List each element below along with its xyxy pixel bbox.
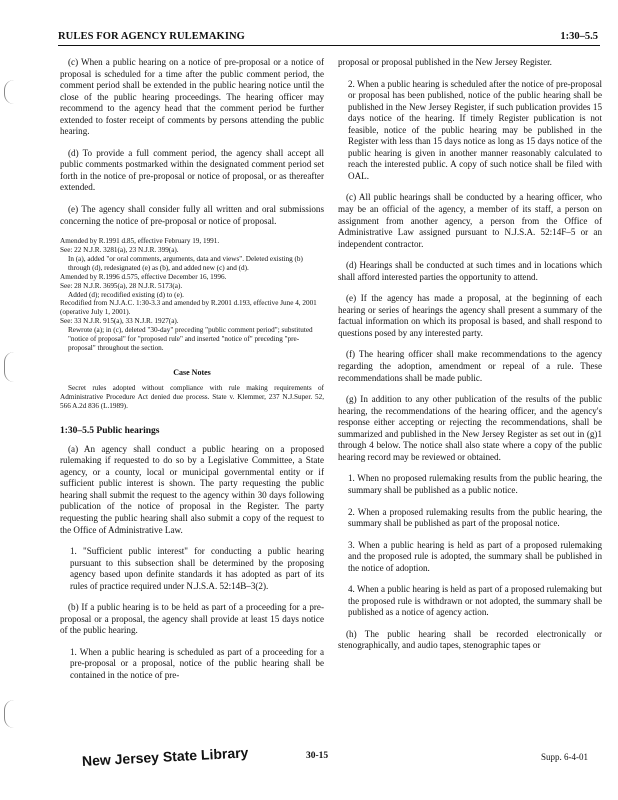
running-head-section: 1:30–5.5 [560, 31, 598, 42]
paragraph-a1: 1. "Sufficient public interest" for conducting a public hearing pursuant to this subsection shall be determined by the proposing agency based upon definite standards it has adopted as part of its rules of practice required under N.J.S.A. 52:14B–3(2). [70, 546, 324, 591]
history-line: See: 28 N.J.R. 3695(a), 28 N.J.R. 5173(a). [60, 281, 183, 290]
margin-mark [4, 352, 19, 382]
paragraph-b: (b) If a public hearing is to be held as part of a proceeding for a pre-proposal or a proposal, the agency shall provide at least 15 days notice of the public hearing. [60, 602, 324, 636]
paragraph-h: (h) The public hearing shall be recorded electronically or stenographically, and audio tapes, stenographic tapes or [338, 628, 602, 651]
left-column [60, 57, 324, 692]
paragraph-c: (c) All public hearings shall be conducted by a hearing officer, who may be an official of the agency, a member of its staff, a person on assignment from another agency, a person from the Office of Administrative Law assigned pursuant to N.J.S.A. 52:14F–5 or an independent contractor. [338, 192, 602, 249]
running-head-title: RULES FOR AGENCY RULEMAKING [58, 31, 245, 42]
paragraph-g4: 4. When a public hearing is held as part of a proposed rulemaking but the proposed rule is withdrawn or not adopted, the summary shall be published as a notice of agency action. [348, 584, 602, 618]
paragraph-g3: 3. When a public hearing is held as part of a proposed rulemaking and the proposed rule is adopted, the summary shall be published in the notice of adoption. [348, 539, 602, 573]
header-rule [58, 45, 600, 46]
paragraph-b1: 1. When a public hearing is scheduled as part of a proceeding for a pre-proposal or a proposal, notice of the public hearing shall be contained in the notice of pre- [70, 646, 324, 680]
history-line: Recodified from N.J.A.C. 1:30-3.3 and amended by R.2001 d.193, effective June 4, 2001 (operative July 1, 2001). [60, 299, 317, 317]
supplement-date: Supp. 6-4-01 [541, 752, 588, 762]
history-line: In (a), added "or oral comments, arguments, data and views". Deleted existing (b) through (d), redesignated (e) as (b), and added new (c) and (d). [68, 254, 303, 272]
library-stamp: New Jersey State Library [81, 744, 249, 769]
paragraph-e: (e) The agency shall consider fully all written and oral submissions concerning the notice of pre-proposal or notice of proposal. [60, 204, 324, 226]
history-line: See: 33 N.J.R. 915(a), 33 N.J.R. 1927(a). [60, 317, 179, 326]
paragraph-g1: 1. When no proposed rulemaking results from the public hearing, the summary shall be published as a public notice. [348, 473, 602, 495]
paragraph-g: (g) In addition to any other publication of the results of the public hearing, the recommendations of the hearing officer, and the agency's response either accepting or rejecting the recommendations, shall be summarized and published in the New Jersey Register as set out in (g)1 through 4 below. The notice shall also state where a copy of the public hearing record may be reviewed or obtained. [338, 394, 602, 462]
paragraph-f: (f) The hearing officer shall make recommendations to the agency regarding the adoption, amendment or repeal of a rule. These recommendations shall be made public. [338, 349, 602, 383]
history-notes [60, 237, 324, 353]
history-line: Added (d); recodified existing (d) to (e). [68, 290, 184, 299]
paragraph-g2: 2. When a proposed rulemaking results from the public hearing, the summary shall be published as part of the proposal notice. [348, 506, 602, 529]
right-column [338, 57, 602, 662]
paragraph-b2: 2. When a public hearing is scheduled after the notice of pre-proposal or proposal has been published, notice of the public hearing shall be published in the New Jersey Register, if such publication provides 15 days notice of the hearing. If timely Register publication is not feasible, notice of the public hearing may be published in the Register with less than 15 days notice as long as 15 days notice of the public hearing is given in another manner reasonably calculated to reach the interested public. A copy of such notice shall be filed with OAL. [348, 78, 602, 181]
paragraph-a: (a) An agency shall conduct a public hearing on a proposed rulemaking if requested to do so by a Legislative Committee, a State agency, or a county, local or municipal governmental entity or if sufficient public interest is shown. The party requesting the public hearing shall submit the request to the agency within 30 days following publication of the notice of proposal in the Register. The party requesting the public hearing shall also submit a copy of the request to the Office of Administrative Law. [60, 443, 324, 535]
paragraph-e: (e) If the agency has made a proposal, at the beginning of each hearing or series of hearings the agency shall present a summary of the factual information on which its proposal is based, and shall respond to questions posed by any interested party. [338, 293, 602, 338]
history-line: Amended by R.1996 d.575, effective December 16, 1996. [60, 272, 227, 281]
page-number: 30-15 [306, 751, 329, 761]
case-notes-heading: Case Notes [173, 367, 211, 377]
paragraph-d: (d) To provide a full comment period, the agency shall accept all public comments postmarked within the designated comment period set forth in the notice of pre-proposal or notice of proposal, or as thereafter extended. [60, 147, 324, 193]
paragraph-b1-continued: proposal or proposal published in the New Jersey Register. [338, 57, 552, 67]
margin-mark [4, 80, 19, 104]
margin-mark [4, 700, 19, 728]
section-heading: 1:30–5.5 Public hearings [60, 426, 160, 437]
history-line: Amended by R.1991 d.85, effective February 19, 1991. [60, 237, 220, 246]
case-notes-text: Secret rules adopted without compliance with rule making requirements of Administrative Procedure Act denied due process. State v. Klemmer, 237 N.J.Super. 52, 566 A.2d 836 (L.1989). [60, 384, 324, 411]
history-line: See: 22 N.J.R. 3281(a), 23 N.J.R. 399(a). [60, 246, 179, 255]
paragraph-d: (d) Hearings shall be conducted at such times and in locations which shall afford interested parties the opportunity to attend. [338, 260, 602, 282]
paragraph-c: (c) When a public hearing on a notice of pre-proposal or a notice of proposal is scheduled for a time after the public comment period, the comment period shall be extended in the public hearing notice until the close of the public hearing proceedings. The hearing officer may recommend to the agency head that the comment period be further extended to foster receipt of comments by persons attending the public hearing. [60, 57, 324, 137]
history-line: Rewrote (a); in (c), deleted "30-day" preceding "public comment period"; substituted "notice of proposal" for "proposed rule" and inserted "notice of" preceding "pre-proposal" throughout the section. [68, 326, 313, 352]
